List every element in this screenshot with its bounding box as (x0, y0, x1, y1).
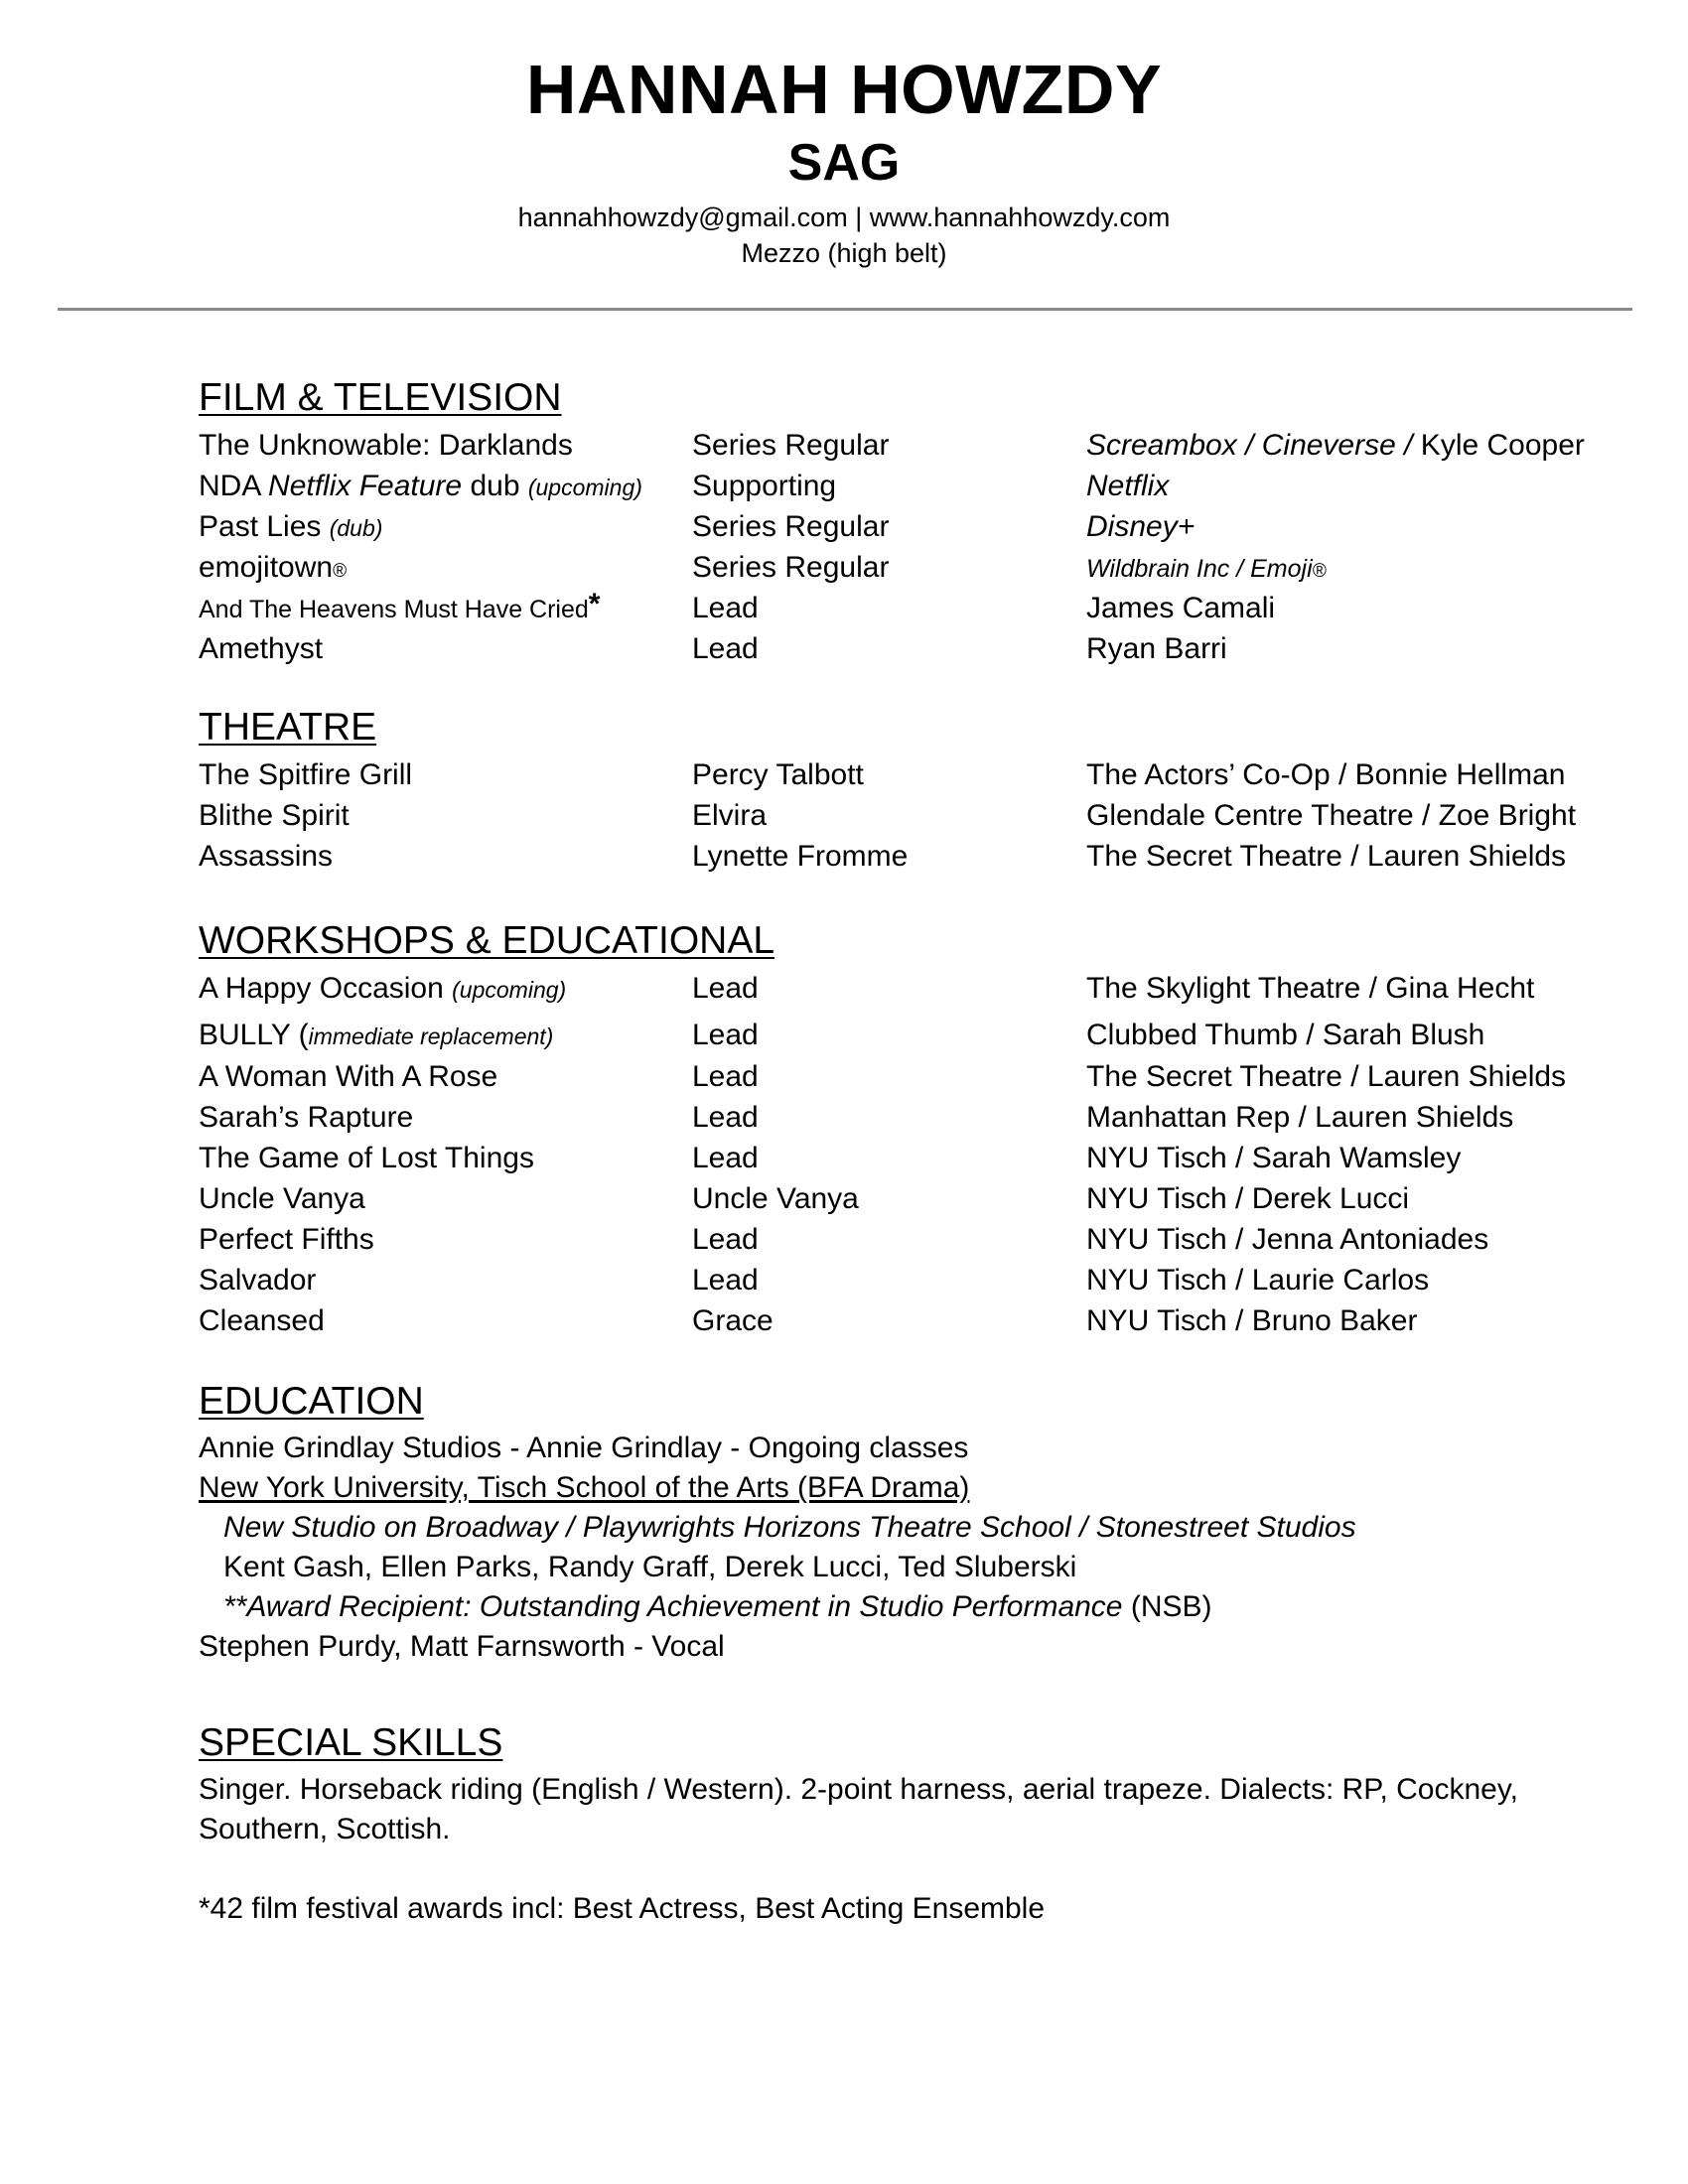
credit-title: And The Heavens Must Have Cried* (199, 588, 601, 623)
credit-company: The Skylight Theatre / Gina Hecht (1086, 972, 1535, 1005)
credit-row (199, 425, 1609, 466)
contact-line: hannahhowzdy@gmail.com | www.hannahhowzdy.com (517, 203, 1171, 232)
credit-title: Amethyst (199, 632, 324, 665)
actor-name: HANNAH HOWZDY (525, 51, 1163, 128)
credit-row (199, 1009, 1609, 1056)
credit-row (199, 466, 1609, 506)
credit-company: NYU Tisch / Sarah Wamsley (1086, 1142, 1462, 1174)
credit-role: Lead (692, 1142, 759, 1174)
credit-company: Disney+ (1086, 510, 1196, 543)
credit-row (199, 1300, 1609, 1341)
skills-heading: SPECIAL SKILLS (199, 1721, 503, 1764)
credit-company: Screambox / Cineverse / Kyle Cooper (1086, 429, 1585, 462)
credit-row (199, 754, 1609, 795)
education-school: New York University, Tisch School of the Arts (BFA Drama) (199, 1471, 970, 1504)
credit-role: Lead (692, 1019, 759, 1051)
education-award: **Award Recipient: Outstanding Achievement in Studio Performance (NSB) (223, 1590, 1212, 1623)
credit-company: NYU Tisch / Bruno Baker (1086, 1304, 1418, 1337)
film-heading: FILM & TELEVISION (199, 376, 562, 419)
header-divider (58, 308, 1632, 311)
credit-title: Perfect Fifths (199, 1223, 374, 1256)
credit-company: NYU Tisch / Laurie Carlos (1086, 1264, 1430, 1297)
credit-role: Lead (692, 972, 759, 1005)
union-affiliation: SAG (787, 134, 901, 192)
credit-role: Grace (692, 1304, 774, 1337)
skills-text: Singer. Horseback riding (English / Western). 2-point harness, aerial trapeze. Dialects: RP, Cockney, Southern, Scottish. (199, 1773, 1518, 1845)
credit-title: The Unknowable: Darklands (199, 429, 573, 462)
credit-role: Lynette Fromme (692, 840, 909, 873)
credit-role: Lead (692, 1101, 759, 1134)
credit-row (199, 588, 1609, 628)
awards-footnote: *42 film festival awards incl: Best Actress, Best Acting Ensemble (199, 1892, 1046, 1925)
theatre-section (199, 701, 1609, 877)
workshops-heading: WORKSHOPS & EDUCATIONAL (199, 919, 775, 962)
credit-title: Blithe Spirit (199, 799, 350, 832)
film-section (199, 371, 1609, 669)
credit-company: The Secret Theatre / Lauren Shields (1086, 1060, 1567, 1093)
credit-role: Lead (692, 1060, 759, 1093)
credit-row (199, 1097, 1609, 1138)
voice-type: Mezzo (high belt) (741, 238, 947, 268)
credit-role: Lead (692, 632, 759, 665)
credit-role: Uncle Vanya (692, 1182, 859, 1215)
credit-title: BULLY (immediate replacement) (199, 1019, 554, 1051)
credit-company: Netflix (1086, 470, 1170, 502)
credit-title: Past Lies (dub) (199, 510, 383, 543)
credit-role: Lead (692, 592, 759, 624)
credit-row (199, 506, 1609, 547)
credit-title: Sarah’s Rapture (199, 1101, 414, 1134)
credit-row (199, 547, 1609, 588)
credit-company: Ryan Barri (1086, 632, 1227, 665)
credit-row (199, 836, 1609, 877)
education-teachers: Kent Gash, Ellen Parks, Randy Graff, Derek Lucci, Ted Sluberski (223, 1551, 1077, 1583)
credit-title: Salvador (199, 1264, 317, 1297)
credit-row (199, 795, 1609, 836)
credit-row (199, 1260, 1609, 1300)
credit-company: Manhattan Rep / Lauren Shields (1086, 1101, 1514, 1134)
credit-company: The Actors’ Co-Op / Bonnie Hellman (1086, 758, 1566, 791)
education-line: Annie Grindlay Studios - Annie Grindlay - Ongoing classes (199, 1432, 969, 1464)
credit-company: NYU Tisch / Derek Lucci (1086, 1182, 1410, 1215)
credit-role: Series Regular (692, 429, 890, 462)
credit-role: Lead (692, 1264, 759, 1297)
credit-title: Uncle Vanya (199, 1182, 365, 1215)
credit-company: The Secret Theatre / Lauren Shields (1086, 840, 1567, 873)
credit-company: Wildbrain Inc / Emoji® (1086, 555, 1327, 583)
credit-row (199, 1219, 1609, 1260)
credit-title: emojitown® (199, 551, 348, 584)
education-heading: EDUCATION (199, 1380, 424, 1423)
credit-title: Cleansed (199, 1304, 325, 1337)
credit-row (199, 1056, 1609, 1097)
credit-row (199, 1138, 1609, 1178)
credit-company: Glendale Centre Theatre / Zoe Bright (1086, 799, 1577, 832)
credit-company: James Camali (1086, 592, 1276, 624)
credit-role: Series Regular (692, 510, 890, 543)
resume-content (199, 371, 1609, 1929)
credit-role: Lead (692, 1223, 759, 1256)
credit-row (199, 968, 1609, 1009)
credit-title: The Spitfire Grill (199, 758, 413, 791)
credit-role: Series Regular (692, 551, 890, 584)
credit-title: The Game of Lost Things (199, 1142, 534, 1174)
skills-section (199, 1716, 1609, 1929)
education-studios: New Studio on Broadway / Playwrights Horizons Theatre School / Stonestreet Studios (223, 1511, 1356, 1544)
credit-row (199, 1178, 1609, 1219)
credit-title: Assassins (199, 840, 334, 873)
credit-row (199, 628, 1609, 669)
footnote-asterisk: * (588, 588, 601, 620)
theatre-heading: THEATRE (199, 706, 377, 749)
credit-title: NDA Netflix Feature dub (upcoming) (199, 470, 642, 502)
education-vocal: Stephen Purdy, Matt Farnsworth - Vocal (199, 1630, 725, 1663)
workshops-section (199, 914, 1609, 1341)
credit-company: Clubbed Thumb / Sarah Blush (1086, 1019, 1485, 1051)
credit-title: A Happy Occasion (upcoming) (199, 972, 567, 1005)
credit-role: Percy Talbott (692, 758, 864, 791)
credit-title: A Woman With A Rose (199, 1060, 498, 1093)
credit-role: Elvira (692, 799, 768, 832)
credit-company: NYU Tisch / Jenna Antoniades (1086, 1223, 1489, 1256)
education-section (199, 1375, 1609, 1667)
credit-role: Supporting (692, 470, 837, 502)
